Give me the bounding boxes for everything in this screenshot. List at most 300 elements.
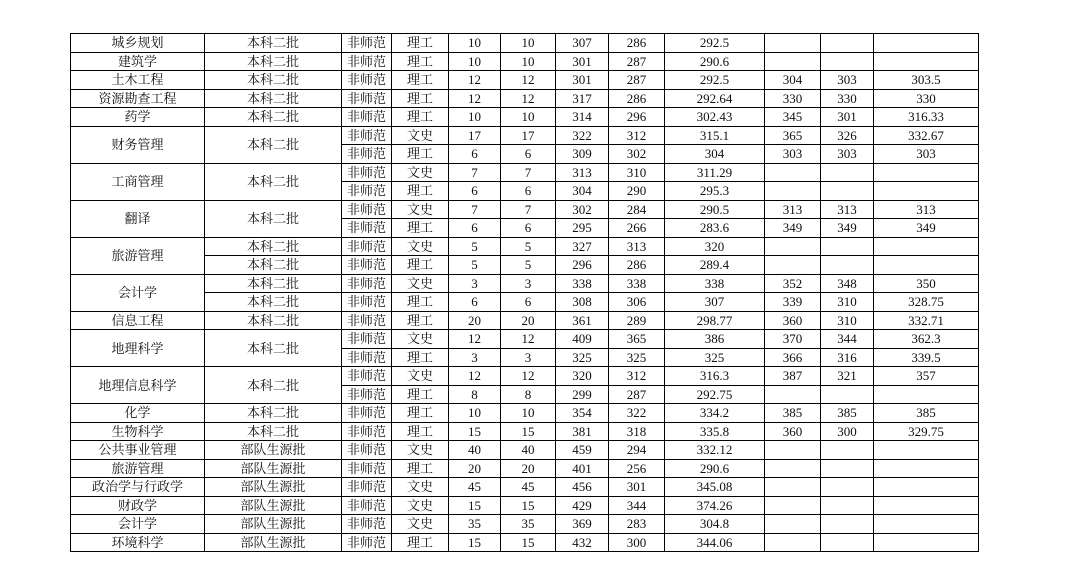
table-cell: 386 bbox=[665, 330, 765, 349]
table-cell: 非师范 bbox=[342, 497, 392, 516]
table-cell: 12 bbox=[449, 367, 501, 386]
table-cell: 20 bbox=[449, 460, 501, 479]
table-cell bbox=[765, 534, 821, 553]
major-cell: 会计学 bbox=[71, 275, 205, 312]
table-cell: 15 bbox=[501, 497, 556, 516]
table-cell: 292.64 bbox=[665, 90, 765, 109]
table-cell: 320 bbox=[556, 367, 609, 386]
table-cell: 12 bbox=[449, 90, 501, 109]
table-cell: 17 bbox=[501, 127, 556, 146]
table-cell: 316.33 bbox=[874, 108, 979, 127]
table-cell: 350 bbox=[874, 275, 979, 294]
table-cell: 315.1 bbox=[665, 127, 765, 146]
table-cell: 301 bbox=[821, 108, 874, 127]
table-cell: 365 bbox=[609, 330, 665, 349]
table-cell: 313 bbox=[765, 201, 821, 220]
table-cell: 286 bbox=[609, 90, 665, 109]
table-cell: 256 bbox=[609, 460, 665, 479]
table-cell bbox=[821, 441, 874, 460]
table-cell: 322 bbox=[609, 404, 665, 423]
table-cell: 287 bbox=[609, 53, 665, 72]
table-cell bbox=[821, 238, 874, 257]
table-cell: 15 bbox=[501, 423, 556, 442]
table-cell: 332.67 bbox=[874, 127, 979, 146]
table-cell: 理工 bbox=[392, 534, 449, 553]
table-cell: 330 bbox=[765, 90, 821, 109]
table-cell: 40 bbox=[501, 441, 556, 460]
major-cell: 药学 bbox=[71, 108, 205, 127]
table-cell: 266 bbox=[609, 219, 665, 238]
batch-cell: 本科二批 bbox=[205, 201, 342, 238]
table-cell: 非师范 bbox=[342, 515, 392, 534]
table-cell: 294 bbox=[609, 441, 665, 460]
table-cell: 非师范 bbox=[342, 275, 392, 294]
major-cell: 旅游管理 bbox=[71, 238, 205, 275]
table-cell: 312 bbox=[609, 127, 665, 146]
table-cell bbox=[821, 497, 874, 516]
table-cell bbox=[874, 534, 979, 553]
table-cell: 365 bbox=[765, 127, 821, 146]
table-cell: 文史 bbox=[392, 201, 449, 220]
table-cell: 329.75 bbox=[874, 423, 979, 442]
table-cell: 304 bbox=[765, 71, 821, 90]
batch-cell: 本科二批 bbox=[205, 312, 342, 331]
table-cell: 362.3 bbox=[874, 330, 979, 349]
batch-cell: 部队生源批 bbox=[205, 515, 342, 534]
table-cell: 7 bbox=[449, 164, 501, 183]
table-cell: 3 bbox=[449, 349, 501, 368]
table-cell: 330 bbox=[821, 90, 874, 109]
table-cell: 15 bbox=[449, 497, 501, 516]
batch-cell: 本科二批 bbox=[205, 71, 342, 90]
table-cell: 299 bbox=[556, 386, 609, 405]
table-cell: 360 bbox=[765, 423, 821, 442]
table-cell: 非师范 bbox=[342, 312, 392, 331]
table-cell: 15 bbox=[501, 534, 556, 553]
table-cell: 283.6 bbox=[665, 219, 765, 238]
table-cell bbox=[821, 34, 874, 53]
table-cell: 385 bbox=[874, 404, 979, 423]
table-cell: 10 bbox=[501, 404, 556, 423]
table-cell: 6 bbox=[501, 145, 556, 164]
table-cell: 326 bbox=[821, 127, 874, 146]
batch-cell: 本科二批 bbox=[205, 164, 342, 201]
table-cell: 40 bbox=[449, 441, 501, 460]
major-cell: 公共事业管理 bbox=[71, 441, 205, 460]
table-cell: 文史 bbox=[392, 497, 449, 516]
table-cell: 313 bbox=[821, 201, 874, 220]
table-cell: 8 bbox=[501, 386, 556, 405]
table-cell: 310 bbox=[609, 164, 665, 183]
table-cell: 理工 bbox=[392, 349, 449, 368]
table-cell: 6 bbox=[501, 293, 556, 312]
table-cell: 非师范 bbox=[342, 460, 392, 479]
major-cell: 土木工程 bbox=[71, 71, 205, 90]
table-cell bbox=[765, 386, 821, 405]
batch-cell: 本科二批 bbox=[205, 423, 342, 442]
table-cell: 303 bbox=[765, 145, 821, 164]
major-cell: 地理科学 bbox=[71, 330, 205, 367]
table-cell bbox=[765, 53, 821, 72]
table-cell: 344.06 bbox=[665, 534, 765, 553]
table-cell: 283 bbox=[609, 515, 665, 534]
major-cell: 政治学与行政学 bbox=[71, 478, 205, 497]
table-cell: 349 bbox=[821, 219, 874, 238]
table-cell: 301 bbox=[556, 53, 609, 72]
table-cell: 332.71 bbox=[874, 312, 979, 331]
table-cell: 339 bbox=[765, 293, 821, 312]
table-cell: 349 bbox=[874, 219, 979, 238]
table-cell bbox=[765, 34, 821, 53]
major-cell: 信息工程 bbox=[71, 312, 205, 331]
table-cell: 非师范 bbox=[342, 256, 392, 275]
table-cell: 456 bbox=[556, 478, 609, 497]
table-cell: 35 bbox=[501, 515, 556, 534]
table-cell: 理工 bbox=[392, 404, 449, 423]
table-cell: 10 bbox=[449, 108, 501, 127]
table-cell: 459 bbox=[556, 441, 609, 460]
table-cell: 文史 bbox=[392, 164, 449, 183]
batch-cell: 部队生源批 bbox=[205, 478, 342, 497]
table-cell: 10 bbox=[501, 53, 556, 72]
table-cell: 45 bbox=[449, 478, 501, 497]
table-cell: 理工 bbox=[392, 108, 449, 127]
major-cell: 化学 bbox=[71, 404, 205, 423]
major-cell: 生物科学 bbox=[71, 423, 205, 442]
table-cell: 286 bbox=[609, 256, 665, 275]
admissions-table bbox=[70, 33, 979, 552]
table-cell: 338 bbox=[665, 275, 765, 294]
table-cell: 300 bbox=[609, 534, 665, 553]
table-cell: 286 bbox=[609, 34, 665, 53]
major-cell: 建筑学 bbox=[71, 53, 205, 72]
table-cell: 非师范 bbox=[342, 182, 392, 201]
table-cell bbox=[765, 238, 821, 257]
table-cell: 284 bbox=[609, 201, 665, 220]
table-cell: 12 bbox=[501, 71, 556, 90]
batch-cell: 本科二批 bbox=[205, 90, 342, 109]
table-cell: 313 bbox=[874, 201, 979, 220]
table-cell bbox=[874, 256, 979, 275]
table-cell: 理工 bbox=[392, 312, 449, 331]
major-cell: 工商管理 bbox=[71, 164, 205, 201]
table-cell: 310 bbox=[821, 293, 874, 312]
table-cell: 354 bbox=[556, 404, 609, 423]
table-cell: 318 bbox=[609, 423, 665, 442]
table-cell: 339.5 bbox=[874, 349, 979, 368]
table-cell: 338 bbox=[609, 275, 665, 294]
table-cell: 290.6 bbox=[665, 460, 765, 479]
table-cell: 12 bbox=[449, 71, 501, 90]
table-cell: 385 bbox=[765, 404, 821, 423]
table-cell: 非师范 bbox=[342, 219, 392, 238]
table-cell bbox=[821, 256, 874, 275]
table-cell: 理工 bbox=[392, 386, 449, 405]
table-cell: 理工 bbox=[392, 90, 449, 109]
table-cell: 10 bbox=[449, 404, 501, 423]
table-cell bbox=[874, 478, 979, 497]
table-cell: 295 bbox=[556, 219, 609, 238]
table-cell: 304 bbox=[665, 145, 765, 164]
table-cell: 20 bbox=[449, 312, 501, 331]
table-cell: 381 bbox=[556, 423, 609, 442]
table-cell: 文史 bbox=[392, 127, 449, 146]
table-cell: 320 bbox=[665, 238, 765, 257]
table-cell: 文史 bbox=[392, 275, 449, 294]
table-cell: 非师范 bbox=[342, 71, 392, 90]
table-cell: 理工 bbox=[392, 71, 449, 90]
table-cell bbox=[821, 534, 874, 553]
batch-cell: 本科二批 bbox=[205, 293, 342, 312]
table-cell: 401 bbox=[556, 460, 609, 479]
table-cell: 317 bbox=[556, 90, 609, 109]
table-cell: 理工 bbox=[392, 219, 449, 238]
table-cell: 15 bbox=[449, 423, 501, 442]
table-cell: 374.26 bbox=[665, 497, 765, 516]
table-cell: 理工 bbox=[392, 34, 449, 53]
table-cell: 15 bbox=[449, 534, 501, 553]
table-cell: 非师范 bbox=[342, 90, 392, 109]
table-cell: 6 bbox=[449, 219, 501, 238]
table-cell: 非师范 bbox=[342, 164, 392, 183]
table-cell: 322 bbox=[556, 127, 609, 146]
table-cell: 6 bbox=[449, 182, 501, 201]
table-cell: 文史 bbox=[392, 441, 449, 460]
batch-cell: 部队生源批 bbox=[205, 534, 342, 553]
table-cell: 387 bbox=[765, 367, 821, 386]
table-cell: 309 bbox=[556, 145, 609, 164]
table-cell: 313 bbox=[609, 238, 665, 257]
table-cell: 45 bbox=[501, 478, 556, 497]
table-cell: 10 bbox=[449, 34, 501, 53]
table-cell: 321 bbox=[821, 367, 874, 386]
table-cell: 理工 bbox=[392, 256, 449, 275]
batch-cell: 本科二批 bbox=[205, 127, 342, 164]
table-cell: 298.77 bbox=[665, 312, 765, 331]
table-cell: 289 bbox=[609, 312, 665, 331]
table-cell: 非师范 bbox=[342, 34, 392, 53]
table-cell: 290 bbox=[609, 182, 665, 201]
table-cell: 3 bbox=[501, 275, 556, 294]
table-cell: 369 bbox=[556, 515, 609, 534]
table-cell: 316 bbox=[821, 349, 874, 368]
table-cell: 5 bbox=[449, 256, 501, 275]
table-cell: 349 bbox=[765, 219, 821, 238]
table-cell: 非师范 bbox=[342, 349, 392, 368]
table-cell: 非师范 bbox=[342, 423, 392, 442]
batch-cell: 部队生源批 bbox=[205, 460, 342, 479]
table-cell: 5 bbox=[501, 238, 556, 257]
table-cell bbox=[874, 164, 979, 183]
table-cell: 304.8 bbox=[665, 515, 765, 534]
table-cell: 360 bbox=[765, 312, 821, 331]
table-cell: 12 bbox=[501, 330, 556, 349]
table-cell: 335.8 bbox=[665, 423, 765, 442]
table-cell: 344 bbox=[821, 330, 874, 349]
major-cell: 财政学 bbox=[71, 497, 205, 516]
table-cell: 12 bbox=[449, 330, 501, 349]
table-cell: 301 bbox=[609, 478, 665, 497]
table-cell: 306 bbox=[609, 293, 665, 312]
table-cell bbox=[874, 441, 979, 460]
table-cell: 6 bbox=[501, 219, 556, 238]
table-cell: 非师范 bbox=[342, 201, 392, 220]
major-cell: 财务管理 bbox=[71, 127, 205, 164]
table-cell: 325 bbox=[556, 349, 609, 368]
table-cell: 314 bbox=[556, 108, 609, 127]
table-cell: 292.5 bbox=[665, 34, 765, 53]
major-cell: 资源勘查工程 bbox=[71, 90, 205, 109]
table-cell: 307 bbox=[556, 34, 609, 53]
table-cell: 非师范 bbox=[342, 238, 392, 257]
table-cell: 303 bbox=[874, 145, 979, 164]
table-cell: 3 bbox=[449, 275, 501, 294]
table-cell: 429 bbox=[556, 497, 609, 516]
batch-cell: 部队生源批 bbox=[205, 441, 342, 460]
table-cell: 301 bbox=[556, 71, 609, 90]
table-cell bbox=[765, 460, 821, 479]
batch-cell: 部队生源批 bbox=[205, 497, 342, 516]
table-cell: 316.3 bbox=[665, 367, 765, 386]
table-cell: 292.5 bbox=[665, 71, 765, 90]
batch-cell: 本科二批 bbox=[205, 53, 342, 72]
major-cell: 环境科学 bbox=[71, 534, 205, 553]
table-cell: 303 bbox=[821, 71, 874, 90]
table-cell: 20 bbox=[501, 312, 556, 331]
table-cell bbox=[765, 515, 821, 534]
table-cell: 理工 bbox=[392, 423, 449, 442]
table-cell: 310 bbox=[821, 312, 874, 331]
table-cell: 文史 bbox=[392, 515, 449, 534]
batch-cell: 本科二批 bbox=[205, 108, 342, 127]
table-cell: 334.2 bbox=[665, 404, 765, 423]
table-cell: 302.43 bbox=[665, 108, 765, 127]
table-cell bbox=[821, 386, 874, 405]
table-cell: 296 bbox=[556, 256, 609, 275]
table-cell: 8 bbox=[449, 386, 501, 405]
table-cell: 287 bbox=[609, 386, 665, 405]
table-cell: 295.3 bbox=[665, 182, 765, 201]
table-cell: 非师范 bbox=[342, 108, 392, 127]
table-cell: 327 bbox=[556, 238, 609, 257]
table-cell bbox=[821, 515, 874, 534]
table-cell: 307 bbox=[665, 293, 765, 312]
table-cell: 非师范 bbox=[342, 293, 392, 312]
table-cell: 348 bbox=[821, 275, 874, 294]
table-cell: 非师范 bbox=[342, 145, 392, 164]
batch-cell: 本科二批 bbox=[205, 404, 342, 423]
table-cell: 10 bbox=[501, 108, 556, 127]
table-cell: 352 bbox=[765, 275, 821, 294]
table-cell bbox=[821, 478, 874, 497]
table-cell: 385 bbox=[821, 404, 874, 423]
table-cell: 325 bbox=[665, 349, 765, 368]
table-cell: 非师范 bbox=[342, 441, 392, 460]
major-cell: 城乡规划 bbox=[71, 34, 205, 53]
table-cell: 10 bbox=[501, 34, 556, 53]
table-cell: 文史 bbox=[392, 478, 449, 497]
batch-cell: 本科二批 bbox=[205, 275, 342, 294]
table-cell bbox=[874, 182, 979, 201]
table-cell: 308 bbox=[556, 293, 609, 312]
table-cell bbox=[874, 497, 979, 516]
table-cell: 非师范 bbox=[342, 404, 392, 423]
table-cell bbox=[874, 238, 979, 257]
table-cell bbox=[765, 441, 821, 460]
table-cell: 409 bbox=[556, 330, 609, 349]
table-cell: 理工 bbox=[392, 53, 449, 72]
table-cell: 理工 bbox=[392, 293, 449, 312]
table-cell bbox=[765, 256, 821, 275]
table-cell: 366 bbox=[765, 349, 821, 368]
table-cell: 非师范 bbox=[342, 534, 392, 553]
table-cell bbox=[874, 386, 979, 405]
table-cell: 338 bbox=[556, 275, 609, 294]
table-cell: 313 bbox=[556, 164, 609, 183]
table-cell: 文史 bbox=[392, 330, 449, 349]
table-cell: 20 bbox=[501, 460, 556, 479]
table-cell bbox=[765, 478, 821, 497]
table-cell bbox=[765, 182, 821, 201]
table-cell: 12 bbox=[501, 90, 556, 109]
table-cell bbox=[821, 460, 874, 479]
table-cell: 344 bbox=[609, 497, 665, 516]
table-cell bbox=[874, 515, 979, 534]
table-cell: 17 bbox=[449, 127, 501, 146]
table-cell: 303.5 bbox=[874, 71, 979, 90]
table-cell: 325 bbox=[609, 349, 665, 368]
major-cell: 旅游管理 bbox=[71, 460, 205, 479]
table-cell bbox=[821, 182, 874, 201]
table-cell bbox=[765, 164, 821, 183]
table-cell: 311.29 bbox=[665, 164, 765, 183]
table-cell: 理工 bbox=[392, 145, 449, 164]
table-cell: 330 bbox=[874, 90, 979, 109]
table-cell: 290.5 bbox=[665, 201, 765, 220]
batch-cell: 本科二批 bbox=[205, 238, 342, 257]
major-cell: 地理信息科学 bbox=[71, 367, 205, 404]
table-cell: 7 bbox=[449, 201, 501, 220]
table-cell: 3 bbox=[501, 349, 556, 368]
table-cell bbox=[874, 460, 979, 479]
table-cell: 332.12 bbox=[665, 441, 765, 460]
table-cell: 302 bbox=[609, 145, 665, 164]
table-cell: 292.75 bbox=[665, 386, 765, 405]
batch-cell: 本科二批 bbox=[205, 34, 342, 53]
table-cell: 300 bbox=[821, 423, 874, 442]
table-cell: 345.08 bbox=[665, 478, 765, 497]
table-cell: 6 bbox=[501, 182, 556, 201]
table-cell: 303 bbox=[821, 145, 874, 164]
table-cell: 非师范 bbox=[342, 367, 392, 386]
table-cell: 文史 bbox=[392, 238, 449, 257]
table-cell: 290.6 bbox=[665, 53, 765, 72]
table-cell: 312 bbox=[609, 367, 665, 386]
table-cell: 理工 bbox=[392, 460, 449, 479]
table-cell: 432 bbox=[556, 534, 609, 553]
table-cell: 非师范 bbox=[342, 330, 392, 349]
table-cell: 6 bbox=[449, 293, 501, 312]
table-cell: 345 bbox=[765, 108, 821, 127]
table-cell: 304 bbox=[556, 182, 609, 201]
table-cell: 非师范 bbox=[342, 53, 392, 72]
table-cell: 287 bbox=[609, 71, 665, 90]
table-cell: 非师范 bbox=[342, 386, 392, 405]
table-cell: 296 bbox=[609, 108, 665, 127]
table-cell: 5 bbox=[449, 238, 501, 257]
table-cell: 10 bbox=[449, 53, 501, 72]
table-cell: 理工 bbox=[392, 182, 449, 201]
